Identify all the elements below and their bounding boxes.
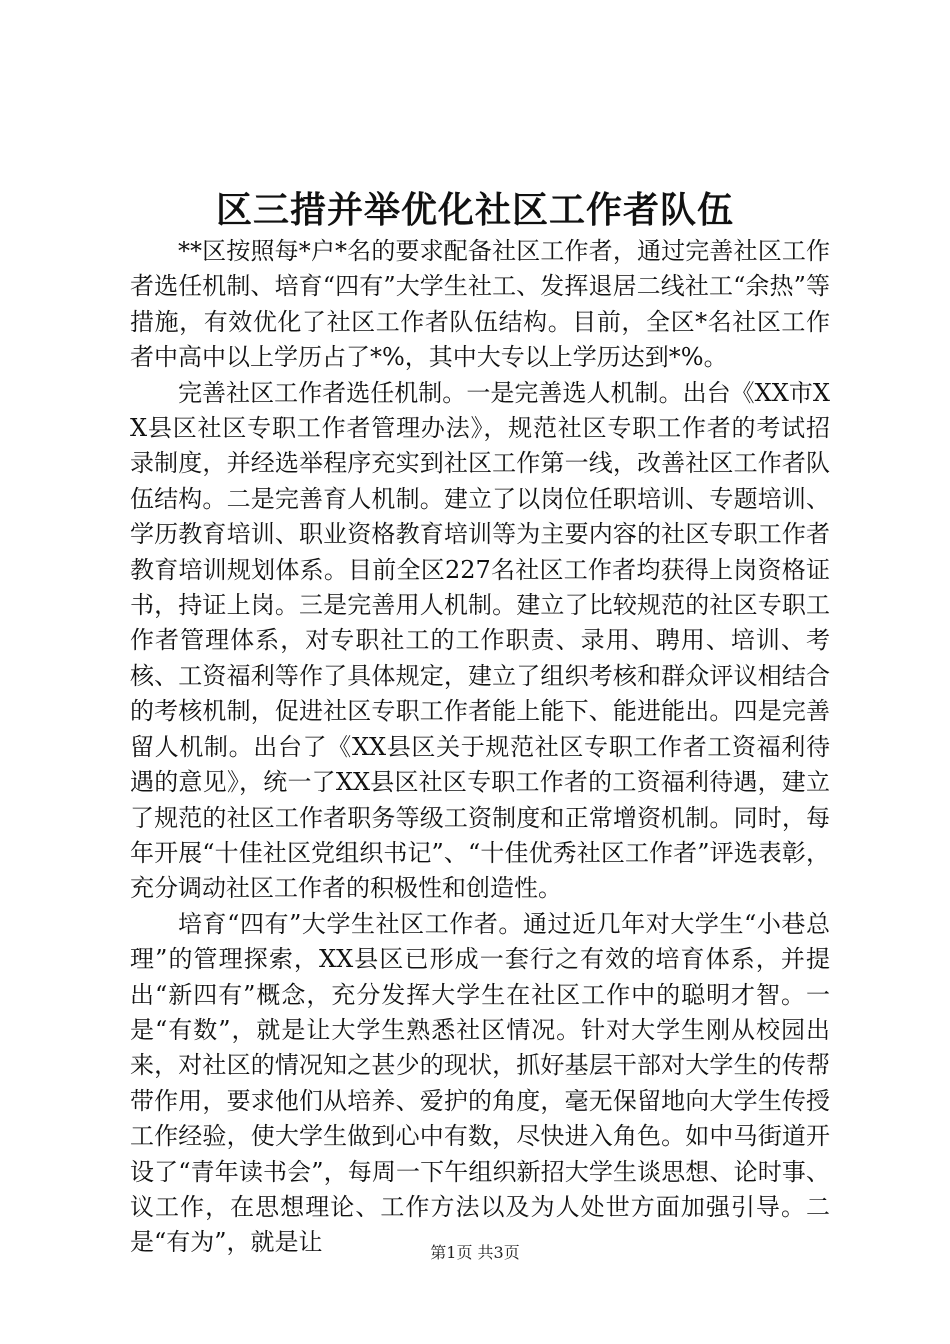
document-body [130,234,830,1261]
paragraph-intro: **区按照每*户*名的要求配备社区工作者，通过完善社区工作者选任机制、培育“四有”大学生社工、发挥退居二线社工“余热”等措施，有效优化了社区工作者队伍结构。目前，全区*名社区工作者中高中以上学历占了*%，其中大专以上学历达到*%。 [130,237,830,372]
page-number-footer: 第1页 共3页 [430,1243,520,1262]
document-title: 区三措并举优化社区工作者队伍 [215,189,734,231]
paragraph-selection-mechanism: 完善社区工作者选任机制。一是完善选人机制。出台《XX市XX县区社区专职工作者管理办法》，规范社区专职工作者的考试招录制度，并经选举程序充实到社区工作第一线，改善社区工作者队伍结构。二是完善育人机制。建立了以岗位任职培训、专题培训、学历教育培训、职业资格教育培训等为主要内容的社区专职工作者教育培训规划体系。目前全区227名社区工作者均获得上岗资格证书，持证上岗。三是完善用人机制。建立了比较规范的社区专职工作者管理体系，对专职社工的工作职责、录用、聘用、培训、考核、工资福利等作了具体规定，建立了组织考核和群众评议相结合的考核机制，促进社区专职工作者能上能下、能进能出。四是完善留人机制。出台了《XX县区关于规范社区专职工作者工资福利待遇的意见》，统一了XX县区社区专职工作者的工资福利待遇，建立了规范的社区工作者职务等级工资制度和正常增资机制。同时，每年开展“十佳社区党组织书记”、“十佳优秀社区工作者”评选表彰，充分调动社区工作者的积极性和创造性。 [130,378,830,903]
paragraph-four-haves: 培育“四有”大学生社区工作者。通过近几年对大学生“小巷总理”的管理探索，XX县区已形成一套行之有效的培育体系，并提出“新四有”概念，充分发挥大学生在社区工作中的聪明才智。一是“有数”，就是让大学生熟悉社区情况。针对大学生刚从校园出来，对社区的情况知之甚少的现状，抓好基层干部对大学生的传帮带作用，要求他们从培养、爱护的角度，毫无保留地向大学生传授工作经验，使大学生做到心中有数，尽快进入角色。如中马街道开设了“青年读书会”，每周一下午组织新招大学生谈思想、论时事、议工作，在思想理论、工作方法以及为人处世方面加强引导。二是“有为”，就是让 [130,909,830,1257]
